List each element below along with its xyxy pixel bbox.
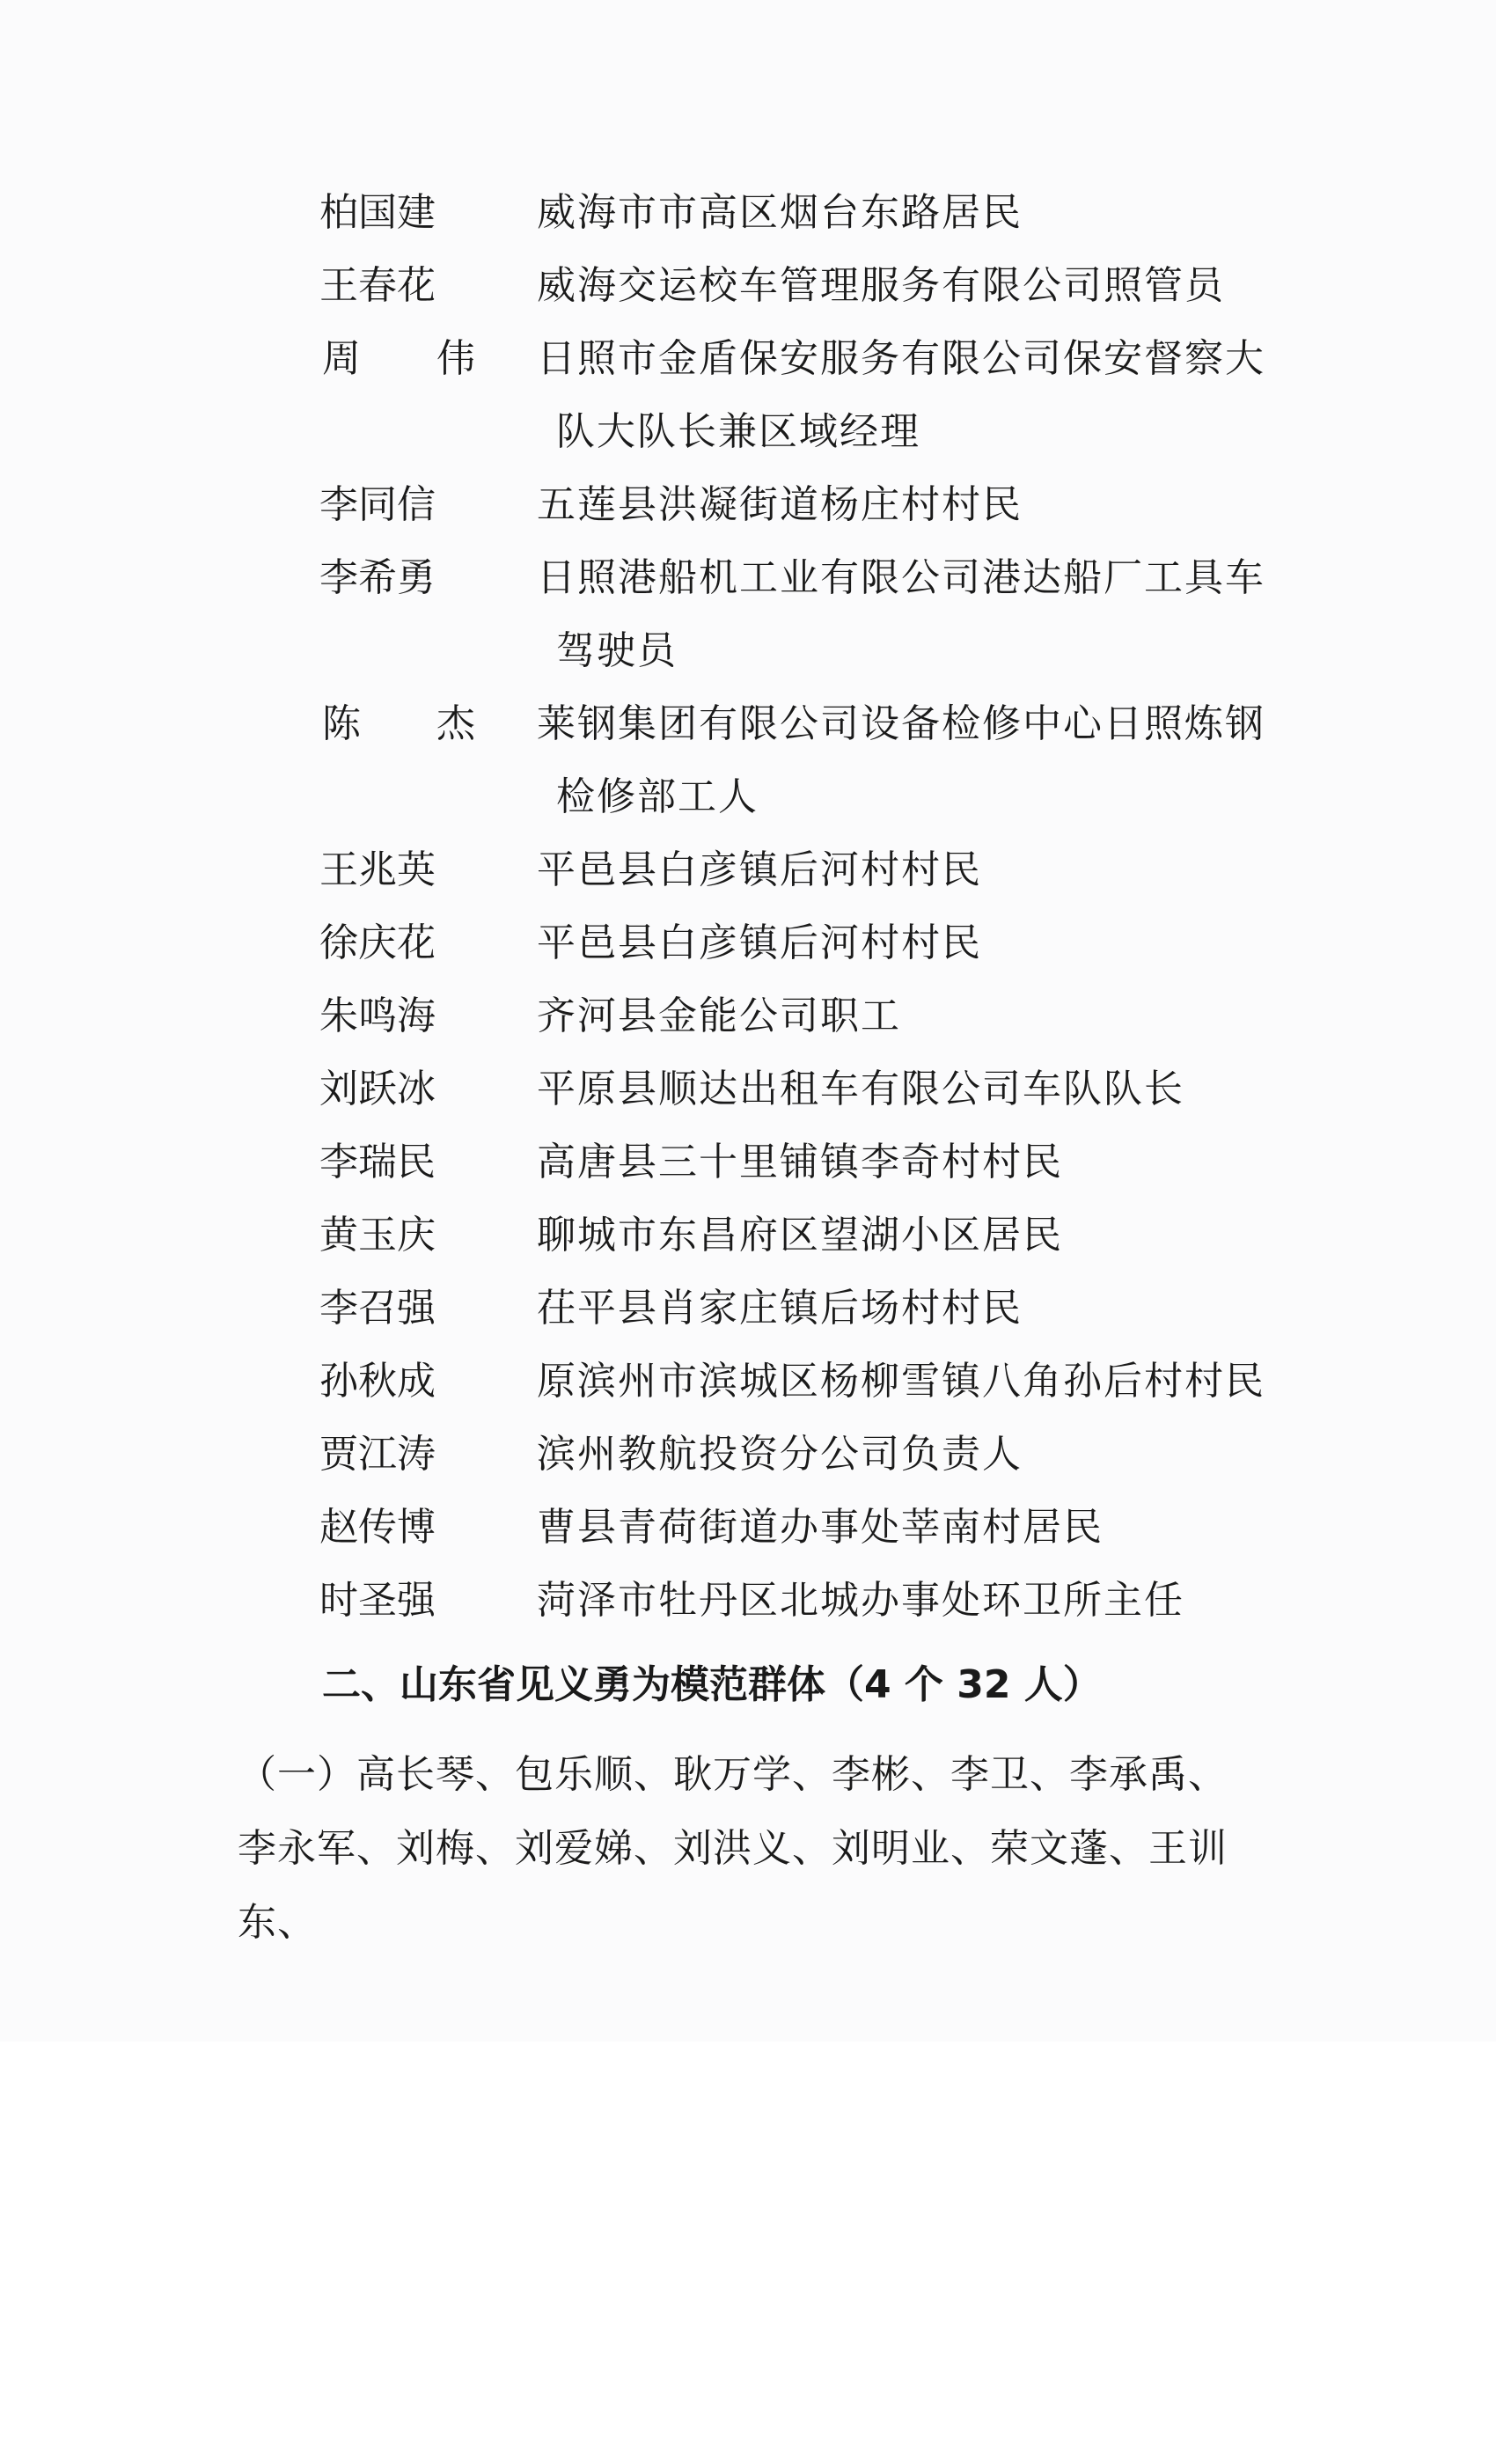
honoree-name: 王春花 bbox=[319, 263, 436, 308]
honoree-name: 李同信 bbox=[319, 482, 436, 527]
description-line: 原滨州市滨城区杨柳雪镇八角孙后村村民 bbox=[537, 1359, 1265, 1404]
honoree-name: 黄玉庆 bbox=[319, 1213, 436, 1258]
description-continuation: 检修部工人 bbox=[556, 774, 759, 819]
honoree-description bbox=[537, 1068, 1267, 1111]
honoree-description bbox=[537, 1580, 1267, 1622]
honoree-description bbox=[537, 1434, 1267, 1476]
honoree-description bbox=[537, 1214, 1267, 1257]
honoree-name: 朱鸣海 bbox=[319, 994, 436, 1038]
description-line: 威海交运校车管理服务有限公司照管员 bbox=[537, 263, 1225, 308]
description-line: 聊城市东昌府区望湖小区居民 bbox=[537, 1213, 1063, 1258]
honoree-description bbox=[537, 265, 1267, 307]
honoree-description bbox=[537, 995, 1267, 1038]
honoree-name: 柏国建 bbox=[319, 190, 436, 235]
honoree-name: 周 伟 bbox=[322, 336, 507, 381]
description-line: 曹县青荷街道办事处莘南村居民 bbox=[537, 1505, 1104, 1550]
description-line: 威海市市高区烟台东路居民 bbox=[537, 190, 1023, 235]
description-line: 齐河县金能公司职工 bbox=[537, 994, 901, 1038]
description-line: 平邑县白彦镇后河村村民 bbox=[537, 920, 982, 965]
honoree-description bbox=[537, 703, 1267, 818]
paragraph-line-2: 李永军、刘梅、刘爱娣、刘洪义、刘明业、荣文蓬、王训东、 bbox=[238, 1826, 1228, 1945]
honoree-name: 赵传博 bbox=[319, 1505, 436, 1550]
paragraph-line-1: （一）高长琴、包乐顺、耿万学、李彬、李卫、李承禹、 bbox=[238, 1752, 1228, 1797]
description-line: 莱钢集团有限公司设备检修中心日照炼钢 bbox=[537, 701, 1265, 746]
honoree-description bbox=[537, 484, 1267, 526]
honoree-description bbox=[537, 1141, 1267, 1184]
honoree-name: 贾江涛 bbox=[319, 1432, 436, 1477]
group-members-paragraph bbox=[238, 1738, 1250, 1960]
honoree-name: 陈 杰 bbox=[322, 701, 507, 746]
description-line: 滨州教航投资分公司负责人 bbox=[537, 1432, 1023, 1477]
description-line: 平邑县白彦镇后河村村民 bbox=[537, 847, 982, 892]
honoree-name: 孙秋成 bbox=[319, 1359, 436, 1404]
honoree-description bbox=[537, 338, 1267, 453]
description-line: 菏泽市牡丹区北城办事处环卫所主任 bbox=[537, 1578, 1184, 1623]
honoree-description bbox=[537, 192, 1267, 234]
description-line: 平原县顺达出租车有限公司车队队长 bbox=[537, 1067, 1184, 1111]
description-continuation: 队大队长兼区域经理 bbox=[556, 409, 920, 454]
description-line: 茌平县肖家庄镇后场村村民 bbox=[537, 1286, 1023, 1331]
honoree-description bbox=[537, 557, 1267, 672]
description-continuation: 驾驶员 bbox=[556, 628, 678, 673]
honoree-description bbox=[537, 922, 1267, 964]
description-line: 日照港船机工业有限公司港达船厂工具车 bbox=[537, 555, 1265, 600]
honoree-name: 李召强 bbox=[319, 1286, 436, 1331]
section-heading: 二、山东省见义勇为模范群体（4 个 32 人） bbox=[322, 1662, 1102, 1707]
honoree-description bbox=[537, 849, 1267, 891]
honoree-name: 李瑞民 bbox=[319, 1140, 436, 1184]
honoree-name: 王兆英 bbox=[319, 847, 436, 892]
honoree-description bbox=[537, 1360, 1267, 1403]
description-line: 高唐县三十里铺镇李奇村村民 bbox=[537, 1140, 1063, 1184]
description-line: 五莲县洪凝街道杨庄村村民 bbox=[537, 482, 1023, 527]
honoree-name: 李希勇 bbox=[319, 555, 436, 600]
description-line: 日照市金盾保安服务有限公司保安督察大 bbox=[537, 336, 1265, 381]
honoree-name: 徐庆花 bbox=[319, 920, 436, 965]
honoree-name: 时圣强 bbox=[319, 1578, 436, 1623]
honoree-name: 刘跃冰 bbox=[319, 1067, 436, 1111]
honoree-description bbox=[537, 1287, 1267, 1330]
honoree-description bbox=[537, 1507, 1267, 1549]
